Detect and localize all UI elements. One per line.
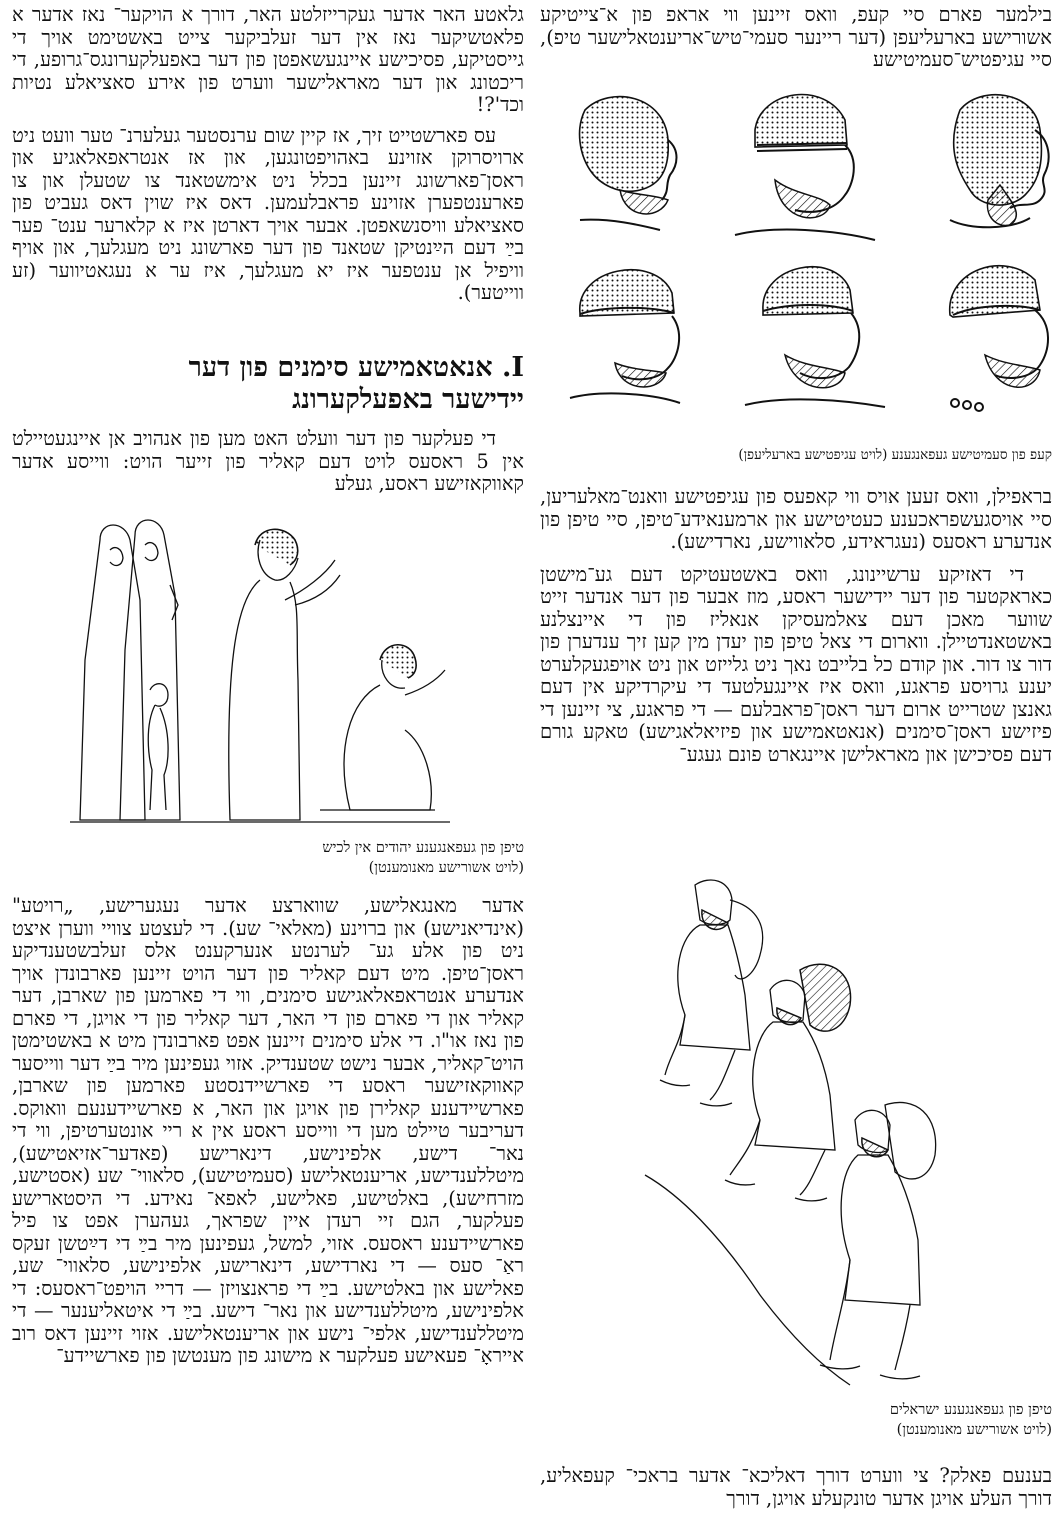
figure-caption-line2: (לויט אשורישע מאנומענטן) bbox=[896, 1422, 1052, 1438]
figure-caption-line2: (לויט אשורישע מאנומענטן) bbox=[368, 860, 524, 876]
right-column-caption2 bbox=[540, 1400, 1052, 1440]
porter-1 bbox=[660, 880, 763, 1106]
heading-line1: I. אנאטאמישע סימנים פון דער bbox=[188, 352, 524, 383]
child-figure bbox=[148, 684, 168, 810]
right-column-bottom bbox=[540, 1465, 1052, 1510]
figure-caption-line1: טיפן פון געפאנגענע ישראלים bbox=[889, 1402, 1052, 1418]
paragraph: אדער מאנגאלישע, שווארצע אדער נעגערישע, „רויטע" (אינדיאנישע) און ברוינע (מאלאי־ שע). די לעצטע צוויי ווערן איצט ניט פון אלע גע־ לערנטע אנערקענט אלס זעלבשטענדיקע ראסן־טיפן. מיט דעם קאליר פון דער הויט זיינען פארבונדן אויך אנדערע אנטראפאלאגישע סימנים, ווי די פארמען פון שארבן, דער קאליר און די פארם פון די האר, דער קאליר פון די אויגן, די פארם פון נאז או"ו. די אלע סימנים זיינען אפט פארבונדן מיט א באשטימטן הויט־קאליר, אבער נישט שטענדיק. אזוי געפינען מיר בײַ דער ווייסער קאווקאזישער ראסע די פארשיידנסטע פארמען פון שארבן, פארשיידענע קאלירן פון אויגן און האר, א פארשיידענעם וואוקס. דעריבער טיילט מען די ווייסע ראסע אין א ריי אונטערטיפן, ווי די נאר־ דישע, אלפינישע, דינארישע (פאדער־אזיאטישע), מיטללענדישע, אריענטאלישע (סעמיטישע), סלאווי־ שע (אסטישע, מזרחישע), באלטישע, פאלישע, לאפא־ נאידע. די היסטארישע פעלקער, הגם זיי רעדן איין שפראך, געהערן אפט צו פיל פארשיידענע ראסעס. אזוי, למשל, געפינען מיר בײַ די דײַטשן זעקס ראַ־ סעס — די נארדישע, דינארישע, אלפינישע, סלאווי־ שע, פאלישע און באלטישע. בײַ די פראנצויזן — דריי הויפט־ראסעס: די אלפינישע, מיטללענדישע און נאר־ דישע. בײַ די איטאליענער — די מיטללענדישע, אלפי־ נישע און אריענטאלישע. אזוי זיינען דאס רוב אייראָ־ פעאישע פעלקער א מישונג פון מענטשן פון פארשיידע־ bbox=[12, 894, 524, 1367]
left-column-caption bbox=[12, 838, 524, 878]
left-column-top bbox=[12, 4, 524, 305]
woman-figure-2 bbox=[120, 520, 180, 820]
head-4 bbox=[950, 266, 1048, 411]
heading-line2: יידישער באפעלקערונג bbox=[292, 384, 524, 415]
porter-3 bbox=[820, 1102, 936, 1378]
figure-caption-line1: טיפן פון געפאנגענע יהודים אין לכיש bbox=[322, 840, 524, 856]
head-5 bbox=[745, 267, 885, 407]
right-column-top bbox=[540, 4, 1052, 72]
man-standing-figure bbox=[229, 529, 340, 820]
section-heading bbox=[12, 352, 524, 416]
figure-caption: קעפ פון סעמיטישע געפאנגענע (לויט עגיפטישע בארעליעפן) bbox=[738, 447, 1052, 463]
right-column-caption1 bbox=[540, 445, 1052, 465]
head-3 bbox=[580, 97, 677, 230]
head-6 bbox=[570, 270, 680, 403]
judean-prisoners-lachish-illustration bbox=[60, 510, 460, 835]
paragraph: די פעלקער פון דער וועלט האט מען פון אנהויב אן איינגעטיילט אין 5 ראסעס לויט דעם קאליר פון זייער הויט: ווייסע אדער קאווקאזישע ראסע, געלע bbox=[12, 427, 524, 495]
paragraph: די דאזיקע ערשיינונג, וואס באשטעטיקט דעם גע־מישטן כאראקטער פון דער יידישער ראסע, מוז אבער פון דער אנדער זייט שווער מאכן דעם צאלמעסיקן אנאליז פון די איינצלנע באשטאנדטיילן. ווארום די צאל טיפן פון יעדן מין קען זיך ענדערן פון דור צו דור. און קודם כל בלייבט נאך ניט גלייזט און ניט אויפגעקלערט יענע גרויסע פראגע, וואס איז איינגעלטעד די עיקרדיקע אין דעם גאנצן שטרייט ארום דער ראסן־פראבלעם — די פראגע, צי זיינען די פיזישע ראסן־סימנים (אנאטאמישע און פיזיאלאגישע) טאקע גורם דעם פסיכישן און מאראלישן איינגארט פונם געגע־ bbox=[540, 562, 1052, 766]
prisoners-drawing bbox=[60, 510, 460, 835]
israelite-prisoners-porters-illustration bbox=[640, 875, 960, 1395]
woman-figure-1 bbox=[80, 525, 145, 820]
left-column-bottom bbox=[12, 895, 524, 1368]
semitic-heads-illustration bbox=[540, 80, 1052, 435]
heads-drawing bbox=[540, 80, 1052, 435]
man-kneeling-figure bbox=[320, 645, 445, 810]
paragraph: בראפילן, וואס זעען אויס ווי קאפעס פון עגיפטישע וואנט־מאלעריען, סיי אויסגעשפראכענע כעטיטישע און ארמענאידע־טיפן, סיי טיפן פון אנדערע ראסעס (נעגראידע, סלאווישע, נארדישע). bbox=[540, 485, 1052, 553]
right-column-middle bbox=[540, 486, 1052, 766]
paragraph: בילמער פארם סיי קעפ, וואס זיינען ווי אראפ פון א־צייטיקע אשורישע בארעליעפן (דער ריינער סעמי־טיש־אריענטאלישער טיפ), סיי עגיפטיש־סעמיטישע bbox=[540, 3, 1052, 71]
paragraph: בענעם פאלק? צי ווערט דורך דאליכא־ אדער בראכי־ קעפאליע, דורך העלע אויגן אדער טונקעלע אויגן, דורך bbox=[540, 1464, 1052, 1510]
head-2 bbox=[735, 95, 875, 240]
head-1 bbox=[950, 95, 1049, 228]
paragraph: גלאטע האר אדער געקרייזלטע האר, דורך א הויקער־ נאז אדער א פלאטשיקער נאז אין דער זעלביקער צייט באשטימט אויך די גייסטיקע, פסיכישע איינגעשאפטן פון דער באפעלקערונגס־גרופע, די ריכטונג און דער מאראלישער ווערט פון אירע סאציאלע נטיות וכד'?! bbox=[12, 3, 524, 116]
porter-2 bbox=[725, 964, 851, 1201]
left-column-intro bbox=[12, 428, 524, 496]
porters-drawing bbox=[640, 875, 960, 1395]
paragraph: עס פארשטייט זיך, אז קיין שום ערנסטער געלערנ־ טער וועט ניט ארויסרוקן אזוינע באהויפטונגען, און אז אנטראפאלאגיע און ראסן־פארשונג זיינען בכלל ניט אימשטאנד צו שטעלן און צו פארענטפערן אזוינע פראבלעמען. דאס איז שוין דאס געביט פון סאציאלע וויסנשאפטן. אבער אויך דארטן איז א קלארער ענט־ פער בײַ דעם הײַנטיקן שטאנד פון דער פארשונג ניט מעגלעך, און אויף וויפיל אן ענטפער איז יא מעגלעך, איז ער א נעגאטיווער (זע ווייטער). bbox=[12, 123, 524, 304]
